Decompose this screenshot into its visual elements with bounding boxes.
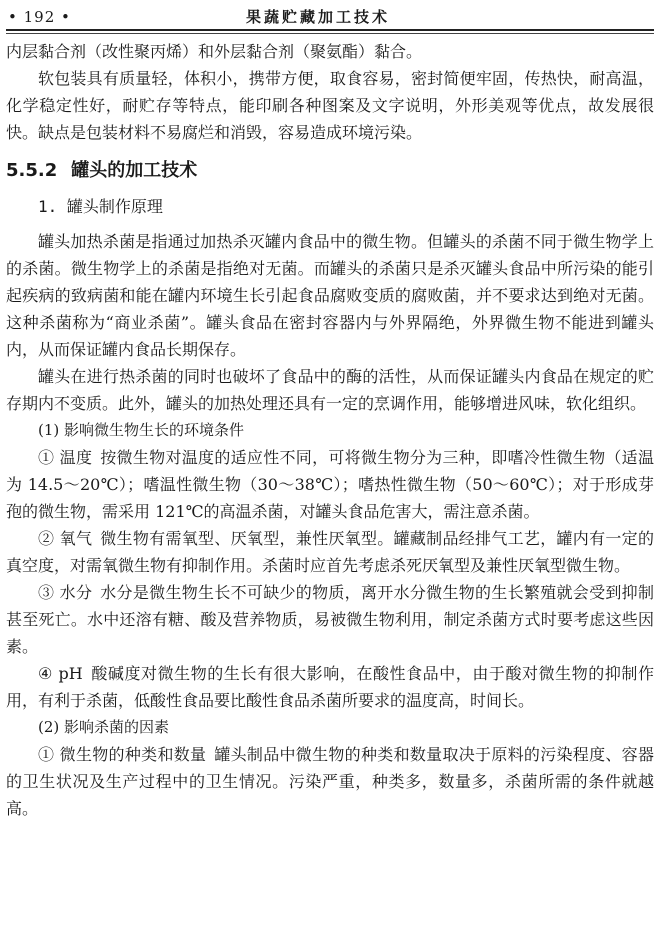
- factor-text: 罐头制品中微生物的种类和数量取决于原料的污染程度、容器的卫生状况及生产过程中的卫生情况。污染严重，种类多，数量多，杀菌所需的条件就越高。: [6, 745, 654, 818]
- factor-text: 微生物有需氧型、厌氧型，兼性厌氧型。罐藏制品经排气工艺，罐内有一定的真空度，对需氧微生物有抑制作用。杀菌时应首先考虑杀死厌氧型及兼性厌氧型微生物。: [6, 529, 654, 575]
- page-number: • 192 •: [8, 8, 71, 26]
- factor-item-microbe-type: [6, 741, 654, 822]
- section-number: 5.5.2: [6, 160, 58, 181]
- page-header: [8, 6, 658, 28]
- section-title: 罐头的加工技术: [71, 160, 198, 181]
- factor-item-temperature: [6, 444, 654, 525]
- factor-label: ② 氧气: [38, 529, 93, 548]
- factor-label: ③ 水分: [38, 583, 93, 602]
- factor-label: ① 温度: [38, 448, 93, 467]
- paragraph-heat-sterilization: 罐头加热杀菌是指通过加热杀灭罐内食品中的微生物。但罐头的杀菌不同于微生物学上的杀菌。微生物学上的杀菌是指绝对无菌。而罐头的杀菌只是杀灭罐头食品中所污染的能引起疾病的致病菌和能在罐内环境生长引起食品腐败变质的腐败菌，并不要求达到绝对无菌。这种杀菌称为“商业杀菌”。罐头食品在密封容器内与外界隔绝，外界微生物不能进到罐头内，从而保证罐内食品长期保存。: [6, 232, 654, 359]
- paragraph-enzyme: 罐头在进行热杀菌的同时也破坏了食品中的酶的活性，从而保证罐头内食品在规定的贮存期内不变质。此外，罐头的加热处理还具有一定的烹调作用，能够增进风味，软化组织。: [6, 367, 654, 413]
- factor-label: ① 微生物的种类和数量: [38, 745, 207, 764]
- factor-item-oxygen: [6, 525, 654, 579]
- section-heading: [6, 156, 654, 186]
- paragraph-continuation: 内层黏合剂（改性聚丙烯）和外层黏合剂（聚氨酯）黏合。: [6, 42, 423, 61]
- running-title: 果蔬贮藏加工技术: [246, 8, 391, 26]
- factor-text: 水分是微生物生长不可缺少的物质，离开水分微生物的生长繁殖就会受到抑制甚至死亡。水中还溶有糖、酸及营养物质，易被微生物利用，制定杀菌方式时要考虑这些因素。: [6, 583, 654, 656]
- paragraph-soft-packaging: 软包装具有质量轻，体积小，携带方便，取食容易，密封简便牢固，传热快，耐高温，化学稳定性好，耐贮存等特点，能印刷各种图案及文字说明，外形美观等优点，故发展很快。缺点是包装材料不易腐烂和消毁，容易造成环境污染。: [6, 69, 654, 142]
- factor-heading-growth: (1) 影响微生物生长的环境条件: [38, 421, 245, 439]
- header-rule-thin: [6, 33, 654, 34]
- factor-item-ph: [6, 660, 654, 714]
- factor-item-water: [6, 579, 654, 660]
- factor-text: 按微生物对温度的适应性不同，可将微生物分为三种，即嗜冷性微生物（适温为 14.5～20℃）；嗜温性微生物（30～38℃）；嗜热性微生物（50～60℃）；对于形成芽孢的微生物，需采用 121℃的高温杀菌，对罐头食品危害大，需注意杀菌。: [6, 448, 654, 521]
- header-rule-thick: [6, 29, 654, 31]
- page-body: [6, 38, 654, 822]
- factor-label: ④ pH: [38, 664, 83, 683]
- factor-text: 酸碱度对微生物的生长有很大影响，在酸性食品中，由于酸对微生物的抑制作用，有利于杀菌，低酸性食品要比酸性食品杀菌所要求的温度高，时间长。: [6, 664, 654, 710]
- subsection-heading: 1. 罐头制作原理: [38, 197, 163, 216]
- factor-heading-sterilization: (2) 影响杀菌的因素: [38, 718, 170, 736]
